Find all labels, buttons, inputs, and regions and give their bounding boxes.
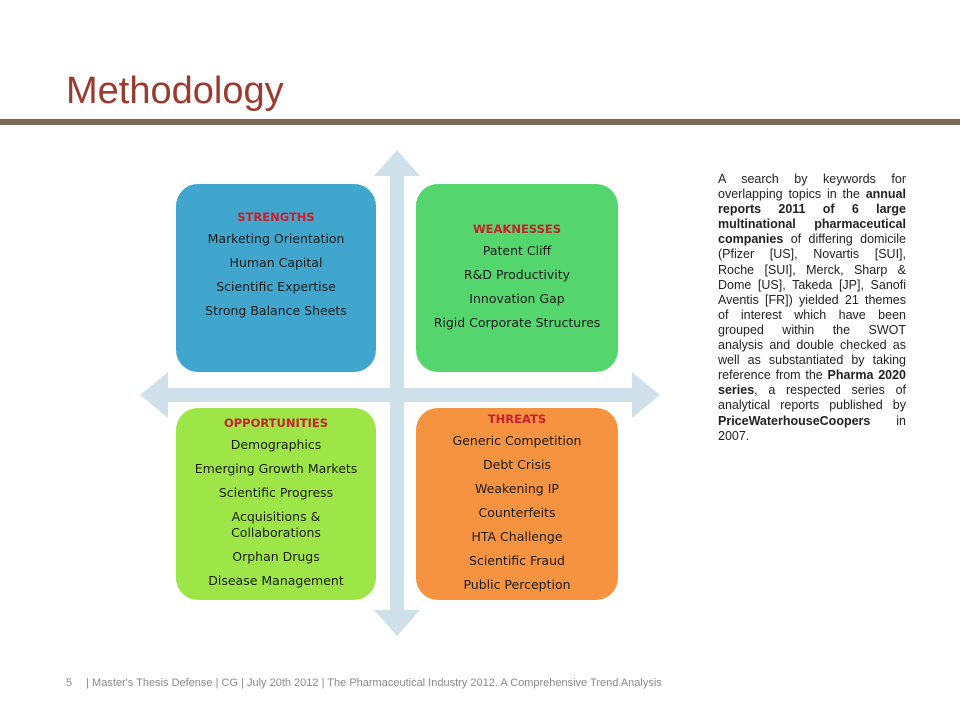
swot-diagram (140, 150, 660, 636)
threats-item: Debt Crisis (483, 457, 551, 472)
weaknesses-item: Patent Cliff (482, 243, 552, 258)
opportunities-item: Orphan Drugs (232, 549, 320, 564)
opportunities-item: Demographics (230, 437, 322, 452)
strengths-item: Scientific Expertise (216, 279, 336, 294)
page-number: 5 (66, 677, 73, 689)
arrow-head-down (374, 610, 420, 636)
opportunities-item: Disease Management (208, 573, 344, 588)
arrow-head-right (632, 372, 660, 418)
description-bold-text: annual reports 2011 of 6 large multinational pharmaceutical companies (718, 187, 906, 247)
slide-title: Methodology (66, 70, 284, 112)
description-bold-text: PriceWaterhouseCoopers (718, 413, 871, 428)
footer-text: | Master's Thesis Defense | CG | July 20th 2012 | The Pharmaceutical Industry 2012. A Comprehensive Trend Analysis (86, 677, 662, 689)
horizontal-axis-arrow (162, 388, 638, 402)
strengths-item: Strong Balance Sheets (205, 303, 347, 318)
weaknesses-quadrant (416, 184, 618, 372)
description-text: , a respected series of analytical reports published by (718, 383, 906, 413)
opportunities-quadrant (176, 408, 376, 600)
arrow-head-left (140, 372, 168, 418)
threats-item: HTA Challenge (471, 529, 563, 544)
threats-item: Scientific Fraud (469, 553, 565, 568)
description-text: in 2007. (718, 413, 906, 443)
weaknesses-item: R&D Productivity (463, 267, 571, 282)
arrow-head-up (374, 150, 420, 176)
threats-quadrant (416, 408, 618, 600)
weaknesses-heading: WEAKNESSES (472, 222, 562, 236)
opportunities-item: Acquisitions & Collaborations (231, 509, 321, 540)
opportunities-item: Emerging Growth Markets (194, 461, 358, 476)
description-bold-text: Pharma 2020 series (718, 368, 906, 398)
title-divider (0, 119, 960, 125)
opportunities-heading: OPPORTUNITIES (223, 416, 329, 430)
threats-item: Generic Competition (452, 433, 582, 448)
methodology-description (718, 172, 906, 444)
description-text: A search by keywords for overlapping topics in the (718, 172, 906, 202)
strengths-heading: STRENGTHS (237, 210, 315, 224)
threats-heading: THREATS (487, 412, 547, 426)
threats-item: Weakening IP (475, 481, 559, 496)
threats-item: Counterfeits (478, 505, 556, 520)
strengths-quadrant (176, 184, 376, 372)
threats-item: Public Perception (463, 577, 571, 592)
slide-footer (66, 677, 662, 689)
description-text: of differing domicile (Pfizer [US], Novartis [SUI], Roche [SUI], Merck, Sharp & Dome [US], Takeda [JP], Sanofi Aventis [FR]) yielded 21 themes of interest which have been grouped within the SWOT analysis and double checked as well as substantiated by taking reference from the (718, 232, 906, 383)
weaknesses-item: Innovation Gap (469, 291, 565, 306)
strengths-item: Marketing Orientation (207, 231, 345, 246)
weaknesses-item: Rigid Corporate Structures (433, 315, 601, 330)
opportunities-item: Scientific Progress (218, 485, 334, 500)
strengths-item: Human Capital (229, 255, 323, 270)
